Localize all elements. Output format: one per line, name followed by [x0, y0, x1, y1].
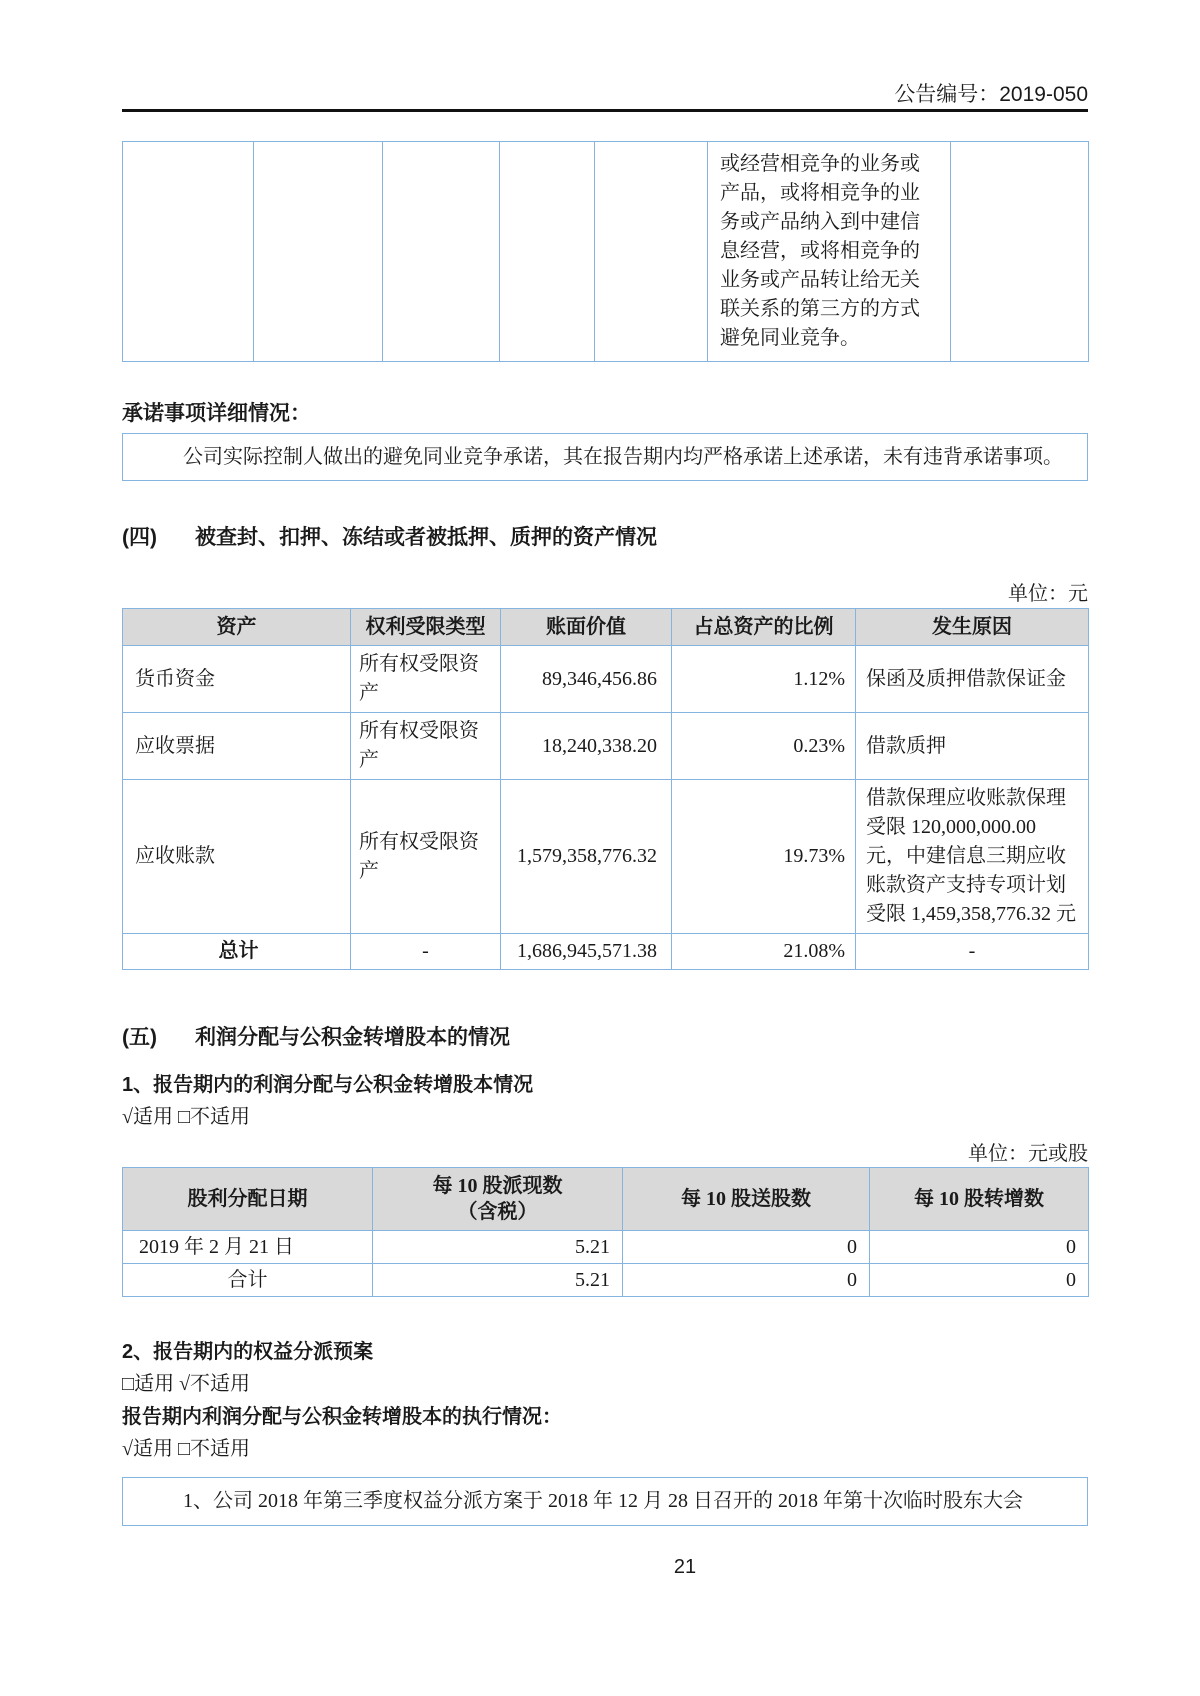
carryover-row [123, 142, 1089, 362]
asset-name-cell: 应收票据 [123, 713, 351, 780]
reason-cell: 借款保理应收账款保理受限 120,000,000.00 元，中建信息三期应收账款资产支持专项计划受限 1,459,358,776.32 元 [856, 780, 1089, 934]
sub1-heading: 1、报告期内的利润分配与公积金转增股本情况 [122, 1074, 534, 1096]
restriction-type-cell: - [351, 934, 501, 970]
execution-applicability: √适用 □不适用 [122, 1438, 251, 1460]
sub2-applicability: □适用 √不适用 [122, 1373, 251, 1395]
cash-per-10-col-header [373, 1168, 623, 1231]
book-value-cell: 89,346,456.86 [501, 646, 672, 713]
unit-label-yuan-or-share: 单位：元或股 [968, 1143, 1088, 1165]
commitment-box [122, 433, 1088, 481]
book-value-cell: 1,579,358,776.32 [501, 780, 672, 934]
doc-header [122, 0, 1088, 108]
asset-header-row [123, 609, 1089, 646]
transfer-per-10-cell: 0 [870, 1264, 1089, 1297]
dividend-date-cell: 2019 年 2 月 21 日 [123, 1231, 373, 1264]
execution-box [122, 1477, 1088, 1526]
asset-total-row [123, 934, 1089, 970]
commitment-text: 公司实际控制人做出的避免同业竞争承诺，其在报告期内均严格承诺上述承诺，未有违背承诺事项。 [183, 446, 1063, 468]
bonus-per-10-col-header: 每 10 股送股数 [623, 1168, 870, 1231]
restriction-type-col-header: 权利受限类型 [351, 609, 501, 646]
commitment-title: 承诺事项详细情况： [122, 402, 311, 425]
ratio-cell: 21.08% [672, 934, 856, 970]
book-value-cell: 18,240,338.20 [501, 713, 672, 780]
dividend-table [122, 1167, 1089, 1297]
execution-heading: 报告期内利润分配与公积金转增股本的执行情况： [122, 1406, 562, 1428]
cash-per-10-cell: 5.21 [373, 1264, 623, 1297]
announcement-number: 公告编号：2019-050 [894, 83, 1088, 106]
restriction-type-cell: 所有权受限资产 [351, 713, 501, 780]
empty-cell [123, 142, 254, 362]
cash-header-line1: 每 10 股派现数 [432, 1175, 563, 1197]
asset-row-monetary-funds [123, 646, 1089, 713]
bonus-per-10-cell: 0 [623, 1231, 870, 1264]
cash-per-10-cell: 5.21 [373, 1231, 623, 1264]
reason-cell: 借款质押 [856, 713, 1089, 780]
reason-cell: 保函及质押借款保证金 [856, 646, 1089, 713]
bonus-per-10-cell: 0 [623, 1264, 870, 1297]
asset-name-cell: 应收账款 [123, 780, 351, 934]
ratio-cell: 0.23% [672, 713, 856, 780]
cash-header-line2: （含税） [457, 1201, 538, 1223]
empty-cell [383, 142, 500, 362]
section5-heading [122, 1025, 1088, 1050]
asset-table [122, 608, 1089, 970]
asset-col-header: 资产 [123, 609, 351, 646]
ratio-col-header: 占总资产的比例 [672, 609, 856, 646]
asset-name-cell: 货币资金 [123, 646, 351, 713]
carryover-text-cell: 或经营相竞争的业务或产品，或将相竞争的业务或产品纳入到中建信息经营，或将相竞争的业务或产品转让给无关联关系的第三方的方式避免同业竞争。 [708, 142, 951, 362]
restriction-type-cell: 所有权受限资产 [351, 646, 501, 713]
reason-cell: - [856, 934, 1089, 970]
ratio-cell: 1.12% [672, 646, 856, 713]
dividend-date-col-header: 股利分配日期 [123, 1168, 373, 1231]
ratio-cell: 19.73% [672, 780, 856, 934]
dividend-header-row [123, 1168, 1089, 1231]
reason-col-header: 发生原因 [856, 609, 1089, 646]
empty-cell [951, 142, 1089, 362]
book-value-cell: 1,686,945,571.38 [501, 934, 672, 970]
restriction-type-cell: 所有权受限资产 [351, 780, 501, 934]
sub2-heading: 2、报告期内的权益分派预案 [122, 1341, 374, 1363]
asset-row-accounts-receivable [123, 780, 1089, 934]
transfer-per-10-cell: 0 [870, 1231, 1089, 1264]
section4-number: (四) [122, 526, 157, 549]
empty-cell [254, 142, 383, 362]
book-value-col-header: 账面价值 [501, 609, 672, 646]
asset-row-notes-receivable [123, 713, 1089, 780]
page-number: 21 [673, 1556, 697, 1578]
empty-cell [595, 142, 708, 362]
section4-title: 被查封、扣押、冻结或者被抵押、质押的资产情况 [195, 526, 657, 549]
dividend-total-row [123, 1264, 1089, 1297]
page-content [122, 0, 1088, 1526]
section5-title: 利润分配与公积金转增股本的情况 [195, 1026, 510, 1049]
carryover-table [122, 141, 1089, 362]
total-label-cell: 总计 [123, 934, 351, 970]
sub1-applicability: √适用 □不适用 [122, 1106, 251, 1128]
section5-number: (五) [122, 1026, 157, 1049]
empty-cell [500, 142, 595, 362]
dividend-row [123, 1231, 1089, 1264]
header-rule [122, 109, 1088, 112]
transfer-per-10-col-header: 每 10 股转增数 [870, 1168, 1089, 1231]
execution-text: 1、公司 2018 年第三季度权益分派方案于 2018 年 12 月 28 日召开的 2018 年第十次临时股东大会 [183, 1490, 1023, 1512]
section4-heading [122, 525, 1088, 550]
unit-label-yuan: 单位：元 [1008, 583, 1088, 605]
dividend-total-label-cell: 合计 [123, 1264, 373, 1297]
